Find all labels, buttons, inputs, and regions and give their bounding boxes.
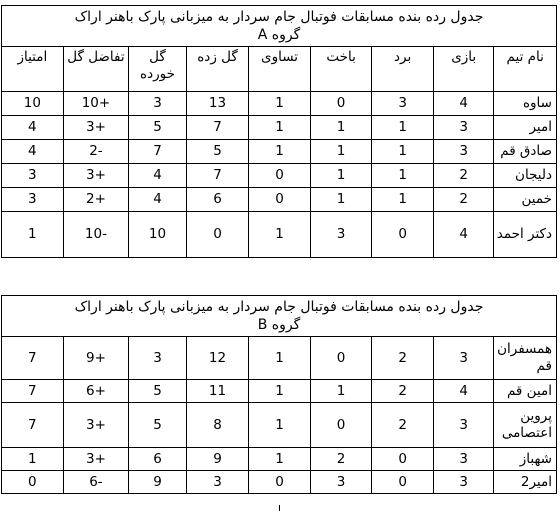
header-goal-difference: تفاضل گل: [63, 47, 129, 92]
goal-difference-cell: +6: [63, 380, 129, 403]
table-row: [2, 337, 557, 380]
wins-cell: 0: [372, 212, 434, 258]
group-a-standings-table: [1, 5, 557, 258]
goals-for-cell: 7: [186, 164, 249, 188]
table-caption: [2, 296, 557, 337]
points-cell: 10: [2, 92, 64, 116]
goal-difference-cell: +2: [63, 188, 129, 212]
table-title: جدول رده بنده مسابقات فوتبال جام سردار به میزبانی پارک باهنر اراک: [74, 299, 484, 315]
draws-cell: 0: [249, 188, 311, 212]
goals-for-cell: 6: [186, 188, 249, 212]
games-cell: 3: [433, 403, 494, 448]
team-name: امیر: [494, 116, 557, 140]
losses-cell: 1: [310, 140, 372, 164]
team-name: صادق قم: [494, 140, 557, 164]
points-cell: 7: [2, 380, 64, 403]
group-label: گروه B: [257, 317, 301, 333]
wins-cell: 1: [372, 188, 434, 212]
losses-cell: 1: [310, 188, 372, 212]
table-row: [2, 116, 557, 140]
points-cell: 1: [2, 212, 64, 258]
wins-cell: 2: [372, 380, 434, 403]
games-cell: 4: [433, 92, 494, 116]
goals-for-cell: 12: [186, 337, 249, 380]
goals-for-cell: 5: [186, 140, 249, 164]
table-row: [2, 471, 557, 494]
games-cell: 3: [433, 116, 494, 140]
goals-for-cell: 3: [186, 471, 249, 494]
points-cell: 3: [2, 164, 64, 188]
goals-for-cell: 8: [186, 403, 249, 448]
table-row: [2, 403, 557, 448]
header-team: نام تیم: [494, 47, 557, 92]
wins-cell: 1: [372, 116, 434, 140]
goal-difference-cell: +3: [63, 116, 129, 140]
goals-against-cell: 5: [129, 403, 187, 448]
losses-cell: 0: [310, 92, 372, 116]
page-tick-mark: [279, 505, 280, 511]
team-name: همسفران قم: [494, 337, 557, 380]
games-cell: 3: [433, 140, 494, 164]
goals-against-cell: 3: [129, 92, 187, 116]
goals-against-cell: 7: [129, 140, 187, 164]
goals-against-cell: 4: [129, 164, 187, 188]
table-row: [2, 212, 557, 258]
points-cell: 3: [2, 188, 64, 212]
draws-cell: 0: [249, 164, 311, 188]
losses-cell: 1: [310, 380, 372, 403]
goals-for-cell: 9: [186, 448, 249, 471]
wins-cell: 2: [372, 337, 434, 380]
table-row: [2, 140, 557, 164]
header-row: [2, 47, 557, 92]
draws-cell: 1: [249, 92, 311, 116]
wins-cell: 0: [372, 448, 434, 471]
points-cell: 7: [2, 337, 64, 380]
table-caption-row: [2, 6, 557, 47]
draws-cell: 1: [249, 380, 311, 403]
draws-cell: 1: [249, 212, 311, 258]
games-cell: 3: [433, 448, 494, 471]
games-cell: 2: [433, 188, 494, 212]
table-title: جدول رده بنده مسابقات فوتبال جام سردار به میزبانی پارک باهنر اراک: [74, 9, 484, 25]
goals-against-cell: 6: [129, 448, 187, 471]
draws-cell: 1: [249, 403, 311, 448]
draws-cell: 1: [249, 337, 311, 380]
goals-for-cell: 7: [186, 116, 249, 140]
wins-cell: 3: [372, 92, 434, 116]
header-games: بازی: [433, 47, 494, 92]
goals-against-cell: 9: [129, 471, 187, 494]
table-caption-row: [2, 296, 557, 337]
goal-difference-cell: +10: [63, 92, 129, 116]
losses-cell: 1: [310, 116, 372, 140]
table-row: [2, 164, 557, 188]
table-caption: [2, 6, 557, 47]
table-row: [2, 92, 557, 116]
goals-for-cell: 0: [186, 212, 249, 258]
header-goals-against: گل خورده: [129, 47, 187, 92]
team-name: دکتر احمد: [494, 212, 557, 258]
wins-cell: 1: [372, 140, 434, 164]
points-cell: 4: [2, 116, 64, 140]
team-name: ساوه: [494, 92, 557, 116]
draws-cell: 1: [249, 448, 311, 471]
goals-against-cell: 4: [129, 188, 187, 212]
team-name: امین قم: [494, 380, 557, 403]
goal-difference-cell: +9: [63, 337, 129, 380]
goal-difference-cell: -2: [63, 140, 129, 164]
points-cell: 4: [2, 140, 64, 164]
header-draws: تساوی: [249, 47, 311, 92]
wins-cell: 0: [372, 471, 434, 494]
losses-cell: 0: [310, 337, 372, 380]
team-name: پروین اعتصامی: [494, 403, 557, 448]
goal-difference-cell: +3: [63, 448, 129, 471]
losses-cell: 1: [310, 164, 372, 188]
goal-difference-cell: -6: [63, 471, 129, 494]
table-row: [2, 448, 557, 471]
team-name: خمین: [494, 188, 557, 212]
goal-difference-cell: -10: [63, 212, 129, 258]
draws-cell: 1: [249, 116, 311, 140]
losses-cell: 3: [310, 471, 372, 494]
goal-difference-cell: +3: [63, 164, 129, 188]
draws-cell: 0: [249, 471, 311, 494]
goal-difference-cell: +3: [63, 403, 129, 448]
games-cell: 4: [433, 212, 494, 258]
losses-cell: 3: [310, 212, 372, 258]
goals-against-cell: 3: [129, 337, 187, 380]
header-goals-for: گل زده: [186, 47, 249, 92]
group-b-standings-table: [1, 295, 557, 494]
team-name: دلیجان: [494, 164, 557, 188]
goals-against-cell: 10: [129, 212, 187, 258]
header-points: امتیاز: [2, 47, 64, 92]
draws-cell: 1: [249, 140, 311, 164]
points-cell: 7: [2, 403, 64, 448]
table-row: [2, 380, 557, 403]
goals-against-cell: 5: [129, 380, 187, 403]
points-cell: 1: [2, 448, 64, 471]
losses-cell: 2: [310, 448, 372, 471]
games-cell: 4: [433, 380, 494, 403]
games-cell: 3: [433, 471, 494, 494]
table-row: [2, 188, 557, 212]
games-cell: 2: [433, 164, 494, 188]
wins-cell: 1: [372, 164, 434, 188]
points-cell: 0: [2, 471, 64, 494]
team-name: امیر2: [494, 471, 557, 494]
wins-cell: 2: [372, 403, 434, 448]
header-losses: باخت: [310, 47, 372, 92]
header-wins: برد: [372, 47, 434, 92]
goals-for-cell: 13: [186, 92, 249, 116]
group-label: گروه A: [257, 27, 301, 43]
goals-against-cell: 5: [129, 116, 187, 140]
team-name: شهباز: [494, 448, 557, 471]
games-cell: 3: [433, 337, 494, 380]
goals-for-cell: 11: [186, 380, 249, 403]
losses-cell: 0: [310, 403, 372, 448]
